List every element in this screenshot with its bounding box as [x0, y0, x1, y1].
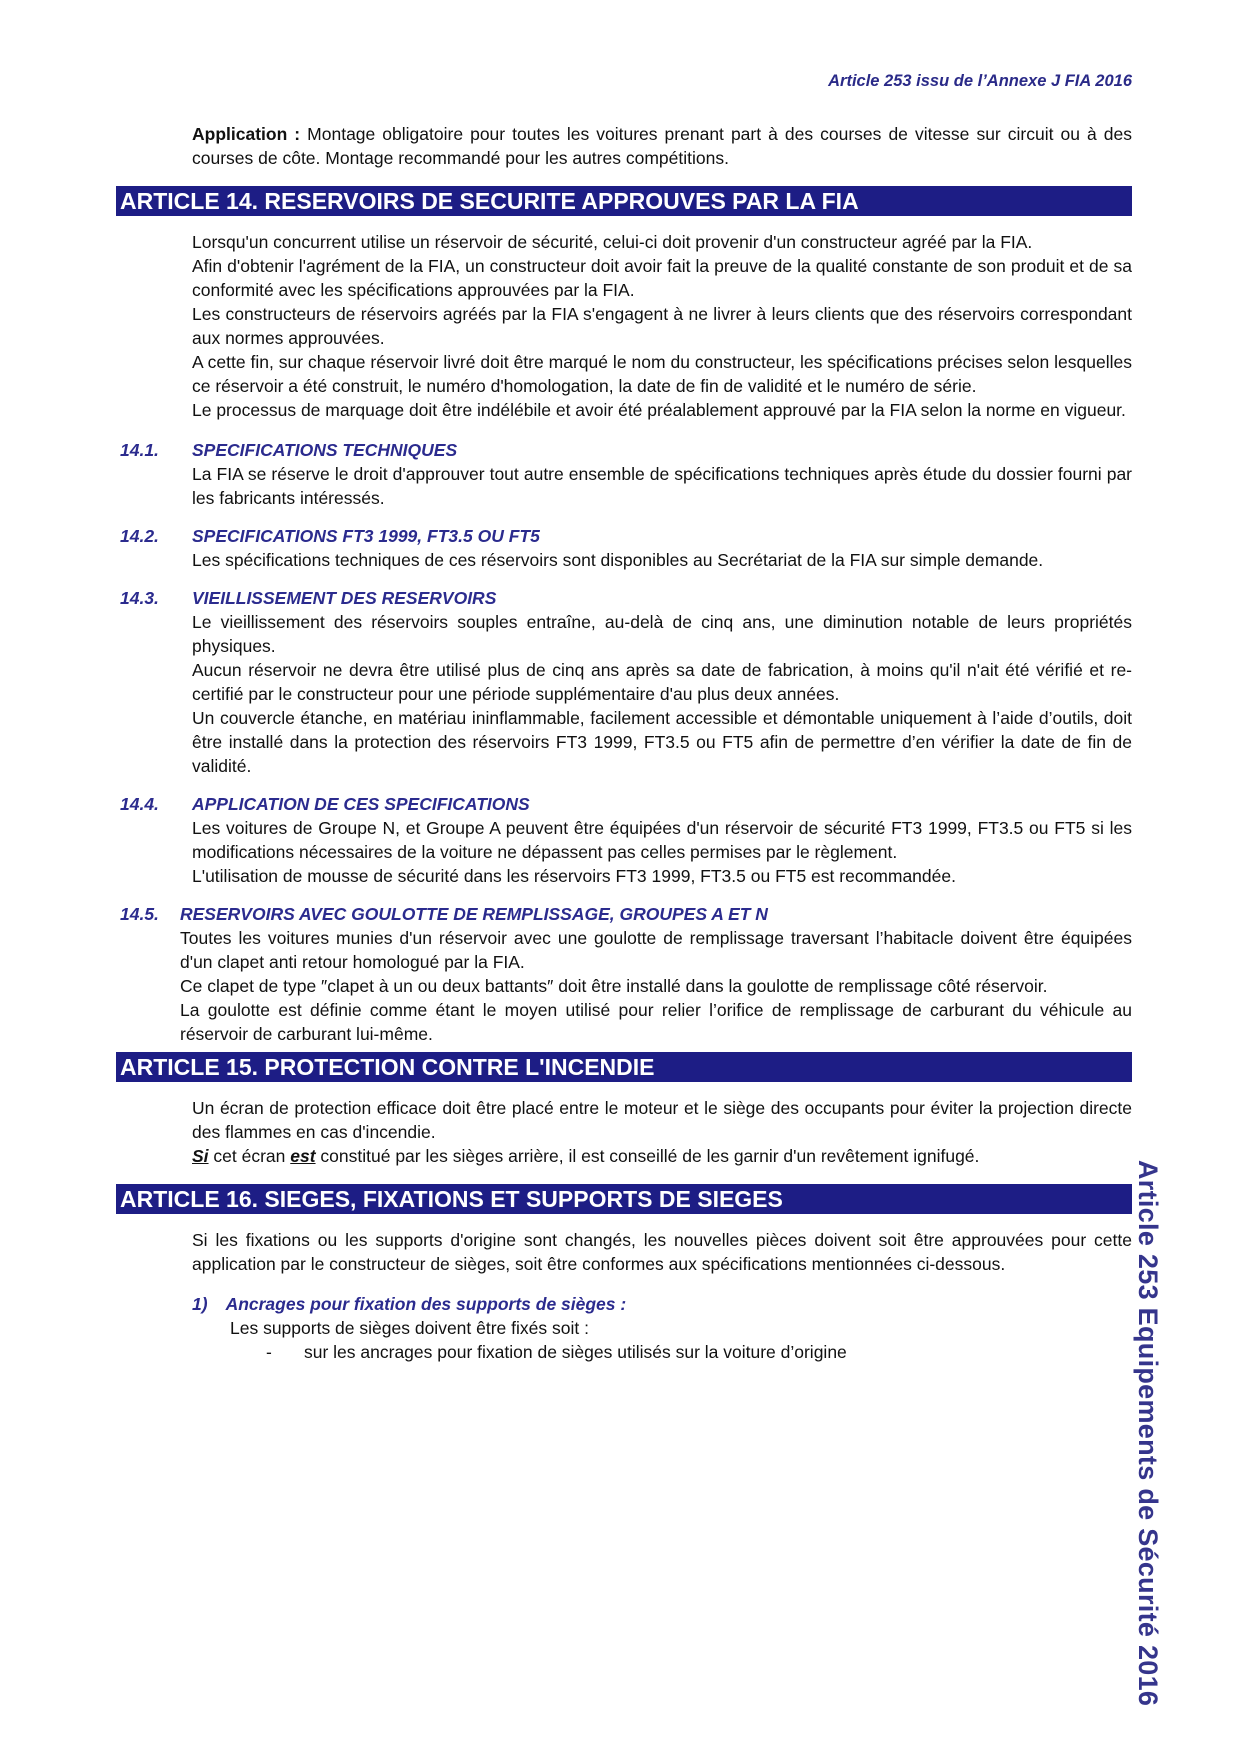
text-run: constitué par les sièges arrière, il est conseillé de les garnir d'un revêtement ignifugé. [315, 1146, 980, 1166]
section-title: SPECIFICATIONS FT3 1999, FT3.5 OU FT5 [192, 526, 540, 546]
text-run: cet écran [208, 1146, 291, 1166]
paragraph: L'utilisation de mousse de sécurité dans les réservoirs FT3 1999, FT3.5 ou FT5 est recommandée. [192, 866, 956, 886]
paragraph: Le processus de marquage doit être indélébile et avoir été préalablement approuvé par la FIA selon la norme en vigueur. [192, 400, 1126, 420]
application-paragraph [192, 122, 1132, 170]
section-title: RESERVOIRS AVEC GOULOTTE DE REMPLISSAGE, GROUPES A ET N [180, 904, 768, 924]
application-text: Montage obligatoire pour toutes les voitures prenant part à des courses de vitesse sur circuit ou à des courses de côte. Montage recommandé pour les autres compétitions. [192, 124, 1132, 168]
paragraph: Afin d'obtenir l'agrément de la FIA, un constructeur doit avoir fait la preuve de la qualité constante de son produit et de sa conformité avec les spécifications approuvées par la FIA. [192, 256, 1132, 300]
section-14-2 [116, 524, 1132, 572]
paragraph: La goulotte est définie comme étant le moyen utilisé pour relier l’orifice de remplissage de carburant du véhicule au réservoir de carburant lui-même. [180, 1000, 1132, 1044]
section-14-1 [116, 438, 1132, 510]
dash-list-item [266, 1340, 1132, 1364]
article-15-body [192, 1096, 1132, 1168]
paragraph: Toutes les voitures munies d'un réservoir avec une goulotte de remplissage traversant l’habitacle doivent être équipées d'un clapet anti retour homologué par la FIA. [180, 928, 1132, 972]
article-16-body [192, 1228, 1132, 1276]
list-item-1 [192, 1292, 1132, 1316]
section-14-5 [116, 902, 1132, 1046]
section-number: 14.5. [120, 904, 159, 924]
section-title: VIEILLISSEMENT DES RESERVOIRS [192, 588, 497, 608]
page-content [116, 122, 1132, 1364]
list-title: Ancrages pour fixation des supports de sièges : [225, 1294, 627, 1314]
section-title: SPECIFICATIONS TECHNIQUES [192, 440, 458, 460]
paragraph [192, 1144, 1132, 1168]
emphasis-word: est [290, 1146, 316, 1166]
paragraph: Un couvercle étanche, en matériau ininflammable, facilement accessible et démontable uniquement à l’aide d’outils, doit être installé dans la protection des réservoirs FT3 1999, FT3.5 ou FT5 afin de permettre d’en vérifier la date de fin de validité. [192, 708, 1132, 776]
paragraph: Aucun réservoir ne devra être utilisé plus de cinq ans après sa date de fabrication, à moins qu'il n'ait été vérifié et re-certifié par le constructeur pour une période supplémentaire d'au plus deux années. [192, 660, 1132, 704]
section-number: 14.2. [120, 526, 159, 546]
document-header-reference: Article 253 issu de l’Annexe J FIA 2016 [828, 72, 1132, 90]
paragraph: Les supports de sièges doivent être fixés soit : [230, 1318, 589, 1338]
paragraph: Lorsqu'un concurrent utilise un réservoir de sécurité, celui-ci doit provenir d'un constructeur agréé par la FIA. [192, 232, 1033, 252]
section-title: APPLICATION DE CES SPECIFICATIONS [192, 794, 530, 814]
list-number: 1) [192, 1294, 208, 1314]
article-14-heading: ARTICLE 14. RESERVOIRS DE SECURITE APPROUVES PAR LA FIA [116, 186, 1132, 216]
paragraph: Si les fixations ou les supports d'origine sont changés, les nouvelles pièces doivent soit être approuvées pour cette application par le constructeur de sièges, soit être conformes aux spécifications mentionnées ci-dessous. [192, 1230, 1132, 1274]
dash-bullet: - [266, 1342, 272, 1362]
list-item-text: sur les ancrages pour fixation de sièges utilisés sur la voiture d’origine [304, 1342, 847, 1362]
paragraph: Le vieillissement des réservoirs souples entraîne, au-delà de cinq ans, une diminution notable de leurs propriétés physiques. [192, 612, 1132, 656]
section-number: 14.4. [120, 794, 159, 814]
paragraph: Les spécifications techniques de ces réservoirs sont disponibles au Secrétariat de la FIA sur simple demande. [192, 550, 1044, 570]
section-number: 14.3. [120, 588, 159, 608]
section-number: 14.1. [120, 440, 159, 460]
paragraph: Les constructeurs de réservoirs agréés par la FIA s'engagent à ne livrer à leurs clients que des réservoirs correspondant aux normes approuvées. [192, 304, 1132, 348]
article-16-heading: ARTICLE 16. SIEGES, FIXATIONS ET SUPPORTS DE SIEGES [116, 1184, 1132, 1214]
article-15-heading: ARTICLE 15. PROTECTION CONTRE L'INCENDIE [116, 1052, 1132, 1082]
article-14-body [192, 230, 1132, 422]
paragraph: Un écran de protection efficace doit être placé entre le moteur et le siège des occupants pour éviter la projection directe des flammes en cas d'incendie. [192, 1098, 1132, 1142]
section-14-3 [116, 586, 1132, 778]
section-14-4 [116, 792, 1132, 888]
paragraph: Ce clapet de type ″clapet à un ou deux battants″ doit être installé dans la goulotte de remplissage côté réservoir. [180, 976, 1048, 996]
paragraph: A cette fin, sur chaque réservoir livré doit être marqué le nom du constructeur, les spécifications précises selon lesquelles ce réservoir a été construit, le numéro d'homologation, la date de fin de validité et le numéro de série. [192, 352, 1132, 396]
emphasis-word: Si [192, 1146, 209, 1166]
paragraph: Les voitures de Groupe N, et Groupe A peuvent être équipées d'un réservoir de sécurité FT3 1999, FT3.5 ou FT5 si les modifications nécessaires de la voiture ne dépassent pas celles permises par le règlement. [192, 818, 1132, 862]
side-vertical-title: Article 253 Equipements de Sécurité 2016 [1133, 1160, 1163, 1707]
paragraph: La FIA se réserve le droit d'approuver tout autre ensemble de spécifications techniques après étude du dossier fourni par les fabricants intéressés. [192, 464, 1132, 508]
application-label: Application : [192, 124, 301, 144]
